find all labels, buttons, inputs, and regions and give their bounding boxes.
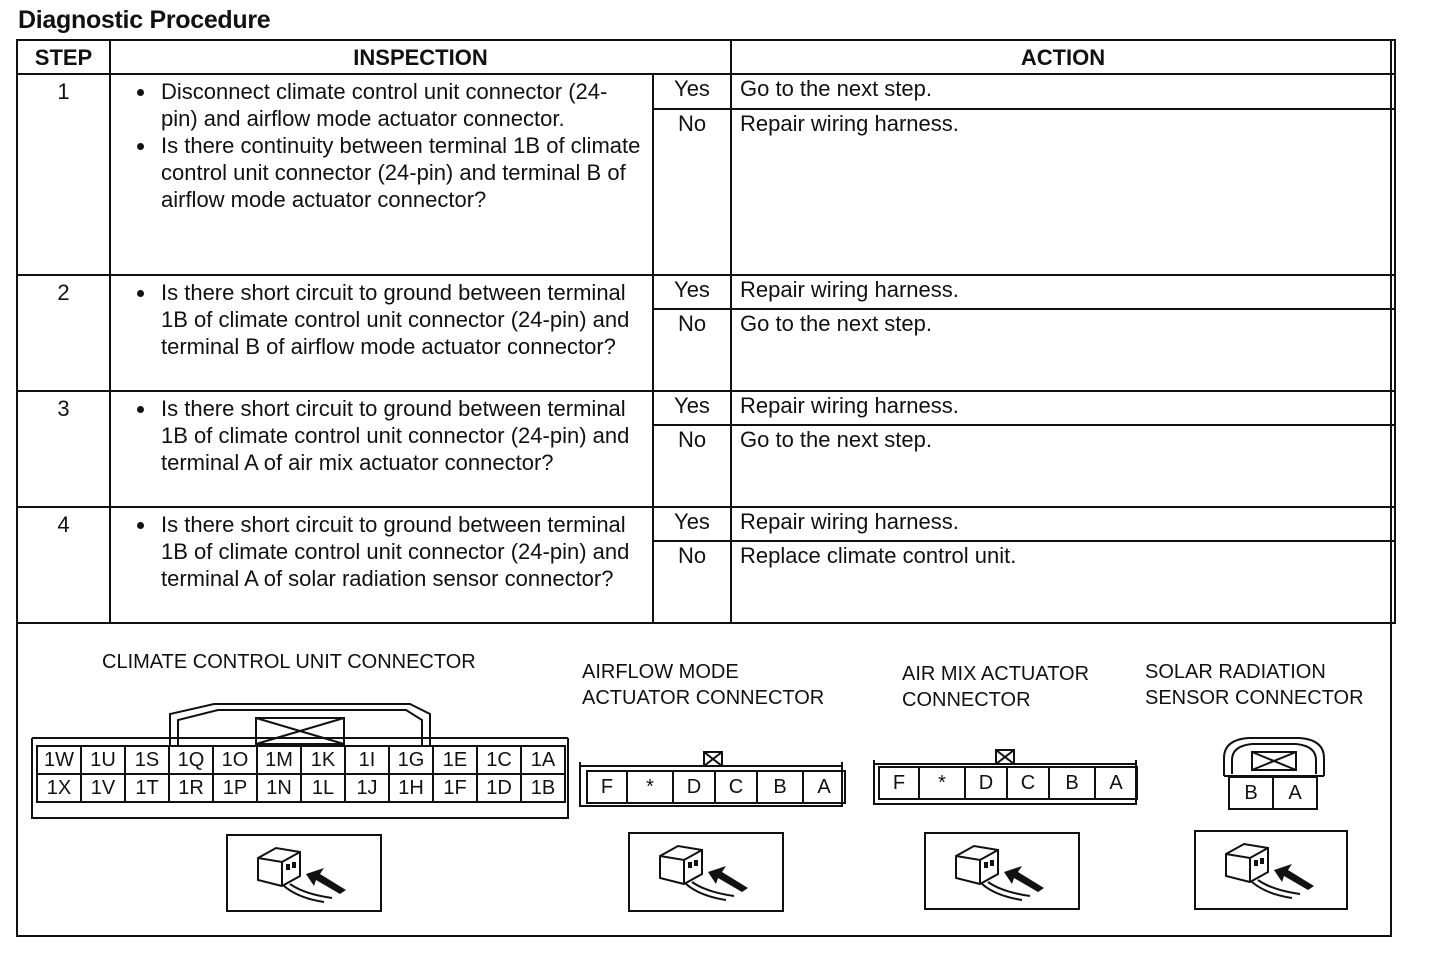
airmix-connector-caption-line2: CONNECTOR	[902, 689, 1031, 711]
no-action: Replace climate control unit.	[731, 541, 1395, 623]
airflow-connector-caption-line1: AIRFLOW MODE	[582, 661, 739, 683]
yes-action: Repair wiring harness.	[731, 275, 1395, 309]
step-number: 1	[17, 74, 110, 275]
pin: 1H	[389, 774, 433, 802]
inspection-bullet: • Is there short circuit to ground between terminal 1B of climate control unit connector (24-pin) and terminal B of airflow mode actuator connector?	[157, 279, 642, 360]
inspection-bullet: • Is there short circuit to ground between terminal 1B of climate control unit connector (24-pin) and terminal A of solar radiation sensor connector?	[157, 511, 642, 592]
airmix-connector-pins	[878, 766, 1138, 800]
yes-action: Repair wiring harness.	[731, 391, 1395, 425]
inspection-cell	[110, 74, 653, 275]
diagnostic-table	[16, 39, 1396, 624]
pin: A	[817, 776, 831, 798]
no-label: No	[653, 309, 731, 391]
airflow-connector-pins	[586, 770, 846, 804]
inspection-bullet: • Disconnect climate control unit connector (24-pin) and airflow mode actuator connector.	[157, 78, 642, 132]
header-action: ACTION	[731, 40, 1395, 74]
pin: D	[674, 772, 716, 802]
solar-connector-caption-line2: SENSOR CONNECTOR	[1145, 687, 1364, 709]
pin: 1B	[521, 774, 565, 802]
pin: 1D	[477, 774, 521, 802]
pin: 1E	[433, 746, 477, 774]
pin: 1W	[37, 746, 81, 774]
climate-connector-pins	[36, 745, 566, 803]
pin: 1J	[345, 774, 389, 802]
pin: B	[758, 772, 804, 802]
pin: A	[1288, 782, 1302, 804]
pin: C	[716, 772, 758, 802]
inspection-cell	[110, 391, 653, 507]
pin: B	[1050, 768, 1096, 798]
header-step: STEP	[17, 40, 110, 74]
header-inspection: INSPECTION	[110, 40, 731, 74]
table-row	[17, 74, 1395, 109]
harness-side-connector-icon	[924, 832, 1080, 910]
pin-row-top	[37, 746, 565, 774]
pin: 1M	[257, 746, 301, 774]
pin: 1Q	[169, 746, 213, 774]
yes-label: Yes	[653, 391, 731, 425]
climate-connector-caption: CLIMATE CONTROL UNIT CONNECTOR	[102, 651, 476, 673]
harness-side-connector-icon	[1194, 830, 1348, 910]
yes-action: Go to the next step.	[731, 74, 1395, 109]
pin: 1R	[169, 774, 213, 802]
pin: 1I	[345, 746, 389, 774]
pin: 1S	[125, 746, 169, 774]
pin-row-bottom	[37, 774, 565, 802]
no-action: Go to the next step.	[731, 425, 1395, 507]
pin: 1T	[125, 774, 169, 802]
pin: 1N	[257, 774, 301, 802]
inspection-bullet: • Is there continuity between terminal 1B of climate control unit connector (24-pin) and terminal B of airflow mode actuator connector?	[157, 132, 642, 213]
pin: D	[966, 768, 1008, 798]
harness-side-connector-icon	[628, 832, 784, 912]
table-row	[17, 391, 1395, 425]
pin: 1F	[433, 774, 477, 802]
no-label: No	[653, 425, 731, 507]
pin: 1X	[37, 774, 81, 802]
no-action: Go to the next step.	[731, 309, 1395, 391]
solar-connector-pins	[1228, 776, 1318, 810]
pin: *	[920, 768, 966, 798]
yes-action: Repair wiring harness.	[731, 507, 1395, 541]
pin: 1A	[521, 746, 565, 774]
yes-label: Yes	[653, 74, 731, 109]
table-row	[17, 275, 1395, 309]
airflow-connector-caption-line2: ACTUATOR CONNECTOR	[582, 687, 825, 709]
airmix-connector-caption-line1: AIR MIX ACTUATOR	[902, 663, 1090, 685]
no-label: No	[653, 109, 731, 276]
no-label: No	[653, 541, 731, 623]
pin: 1L	[301, 774, 345, 802]
step-number: 3	[17, 391, 110, 507]
pin: 1U	[81, 746, 125, 774]
pin: F	[880, 768, 920, 798]
pin: 1P	[213, 774, 257, 802]
page-title: Diagnostic Procedure	[18, 6, 271, 34]
no-action: Repair wiring harness.	[731, 109, 1395, 276]
inspection-bullet: • Is there short circuit to ground between terminal 1B of climate control unit connector (24-pin) and terminal A of air mix actuator connector?	[157, 395, 642, 476]
pin: 1G	[389, 746, 433, 774]
pin: 1V	[81, 774, 125, 802]
inspection-cell	[110, 275, 653, 391]
pin: *	[628, 772, 674, 802]
step-number: 2	[17, 275, 110, 391]
pin: C	[1008, 768, 1050, 798]
pin: F	[588, 772, 628, 802]
pin: 1C	[477, 746, 521, 774]
pin: 1O	[213, 746, 257, 774]
step-number: 4	[17, 507, 110, 623]
harness-side-connector-icon	[226, 834, 382, 912]
yes-label: Yes	[653, 275, 731, 309]
yes-label: Yes	[653, 507, 731, 541]
pin: A	[1109, 772, 1123, 794]
solar-connector-caption-line1: SOLAR RADIATION	[1145, 661, 1326, 683]
pin: 1K	[301, 746, 345, 774]
header-row	[17, 40, 1395, 74]
pin: B	[1230, 778, 1274, 808]
inspection-cell	[110, 507, 653, 623]
table-row	[17, 507, 1395, 541]
